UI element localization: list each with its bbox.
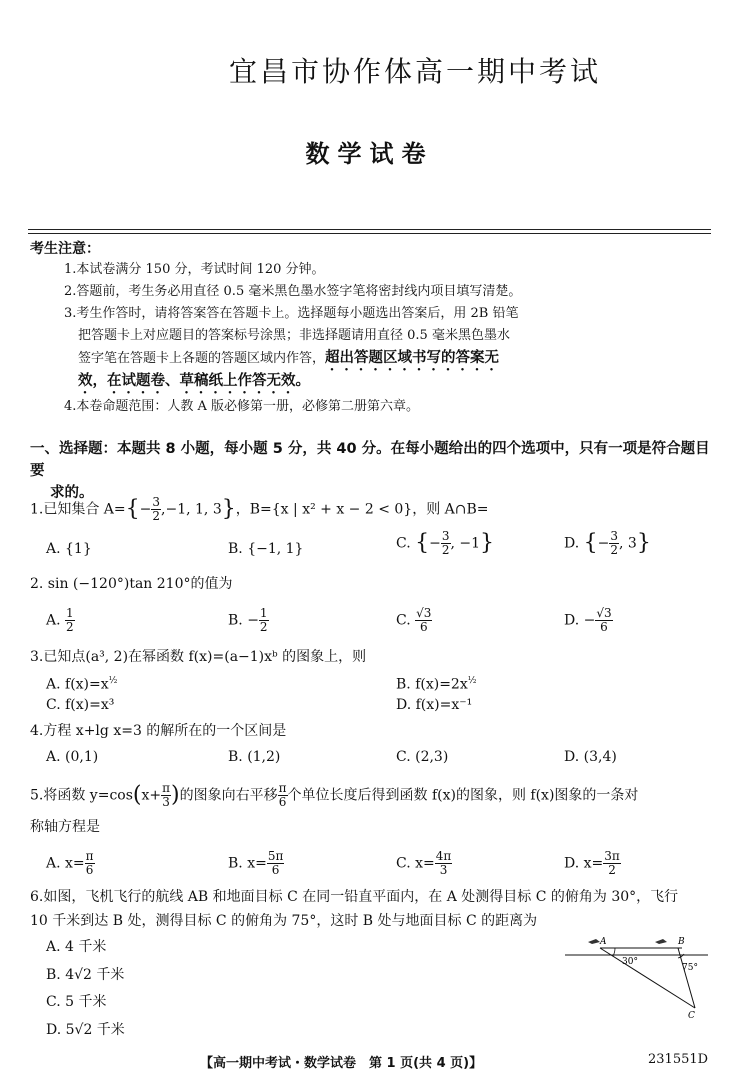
option-d[interactable]: D. 5√2 千米 — [46, 1022, 125, 1038]
option-a[interactable]: A. x= $\frac{\pi}{6}$ — [46, 849, 94, 877]
option-c[interactable]: C. f(x)=x³ — [46, 697, 115, 713]
option-a[interactable]: A. 4 千米 — [46, 939, 107, 955]
option-b[interactable]: B. (1,2) — [228, 749, 281, 765]
option-a[interactable]: A. $f(x)=x^{\frac{1}{2}}$ — [46, 676, 118, 693]
option-d[interactable]: D. {− $\frac{3}{2}$ , 3} — [564, 529, 651, 557]
option-d[interactable]: D. x= $\frac{3\pi}{2}$ — [564, 849, 620, 877]
question-6: 6.如图，飞机飞行的航线 AB 和地面目标 C 在同一铅直平面内，在 A 处测得目标 C 的俯角为 30°，飞行 — [30, 889, 679, 905]
question-1: 1.已知集合 A={− $\frac{3}{2}$ ,−1, 1, 3}，B={x | x² + x − 2 < 0}，则 A∩B= — [30, 495, 489, 523]
notice-item: 4.本卷命题范围：人教 A 版必修第一册，必修第二册第六章。 — [64, 399, 420, 414]
question-5: 5.将函数 y=cos(x+ $\frac{\pi}{3}$ )的图象向右平移 $\frac{\pi}{6}$ 个单位长度后得到函数 f(x)的图象，则 f(x)图象的一条对 — [30, 781, 639, 809]
notice-item — [78, 370, 728, 397]
option-b[interactable]: B. $f(x)=2x^{\frac{1}{2}}$ — [396, 676, 477, 693]
divider — [28, 233, 711, 234]
notice-heading: 考生注意： — [30, 241, 100, 257]
emphasis-text: 超出答题区域书写的答案无 — [325, 350, 500, 366]
option-b[interactable]: B. x= $\frac{5\pi}{6}$ — [228, 849, 284, 877]
plane-icon — [588, 939, 600, 944]
option-a[interactable]: A. $\frac{1}{2}$ — [46, 606, 74, 634]
option-a[interactable]: A. (0,1) — [46, 749, 99, 765]
angle-75: 75° — [682, 963, 698, 973]
option-d[interactable]: D. − $\frac{√3}{6}$ — [564, 606, 612, 634]
option-b[interactable]: B. {−1, 1} — [228, 541, 304, 557]
exam-title: 宜昌市协作体高一期中考试 — [228, 55, 601, 88]
option-c[interactable]: C. (2,3) — [396, 749, 449, 765]
plane-icon — [655, 939, 667, 944]
label-a: A — [600, 937, 607, 947]
option-d[interactable]: D. f(x)=x⁻¹ — [396, 697, 473, 713]
option-c[interactable]: C. x= $\frac{4\pi}{3}$ — [396, 849, 452, 877]
option-b[interactable]: B. − $\frac{1}{2}$ — [228, 606, 268, 634]
exam-code: 231551D — [648, 1052, 709, 1067]
notice-item: 3.考生作答时，请将答案答在答题卡上。选择题每小题选出答案后，用 2B 铅笔 — [64, 306, 519, 321]
notice-item: 2.答题前，考生务必用直径 0.5 毫米黑色墨水签字笔将密封线内项目填写清楚。 — [64, 284, 522, 299]
notice-item: 签字笔在答题卡上各题的答题区域内作答，超出答题区域书写的答案无 — [78, 350, 500, 366]
exam-subtitle: 数学试卷 — [305, 139, 434, 168]
option-d[interactable]: D. (3,4) — [564, 749, 617, 765]
section-heading: 一、选择题：本题共 8 小题，每小题 5 分，共 40 分。在每小题给出的四个选项中，只有一项是符合题目要 求的。 — [30, 441, 710, 501]
option-b[interactable]: B. 4√2 千米 — [46, 967, 125, 983]
notice-item: 把答题卡上对应题目的答案标号涂黑；非选择题请用直径 0.5 毫米黑色墨水 — [78, 328, 510, 343]
page-footer: 【高一期中考试・数学试卷 第 1 页(共 4 页)】 — [200, 1056, 483, 1071]
option-c[interactable]: C. {− $\frac{3}{2}$ , −1} — [396, 529, 495, 557]
question-2: 2. sin (−120°)tan 210°的值为 — [30, 576, 233, 592]
question-6-line2: 10 千米到达 B 处，测得目标 C 的俯角为 75°，这时 B 处与地面目标 C 的距离为 — [30, 913, 538, 929]
option-a[interactable]: A. {1} — [46, 541, 92, 557]
label-b: B — [678, 937, 685, 947]
emphasis-text: 效，在试题卷、草稿纸上作答无效。 — [78, 373, 310, 389]
flight-diagram — [560, 930, 710, 1020]
angle-30: 30° — [622, 957, 638, 967]
notice-item: 1.本试卷满分 150 分，考试时间 120 分钟。 — [64, 262, 325, 277]
option-c[interactable]: C. $\frac{√3}{6}$ — [396, 606, 432, 634]
label-c: C — [688, 1011, 695, 1020]
question-4: 4.方程 x+lg x=3 的解所在的一个区间是 — [30, 723, 287, 739]
option-c[interactable]: C. 5 千米 — [46, 994, 107, 1010]
question-5-line2: 称轴方程是 — [30, 819, 100, 835]
divider — [28, 229, 711, 230]
question-3: 3.已知点(a³, 2)在幂函数 f(x)=(a−1)xᵇ 的图象上，则 — [30, 649, 367, 665]
